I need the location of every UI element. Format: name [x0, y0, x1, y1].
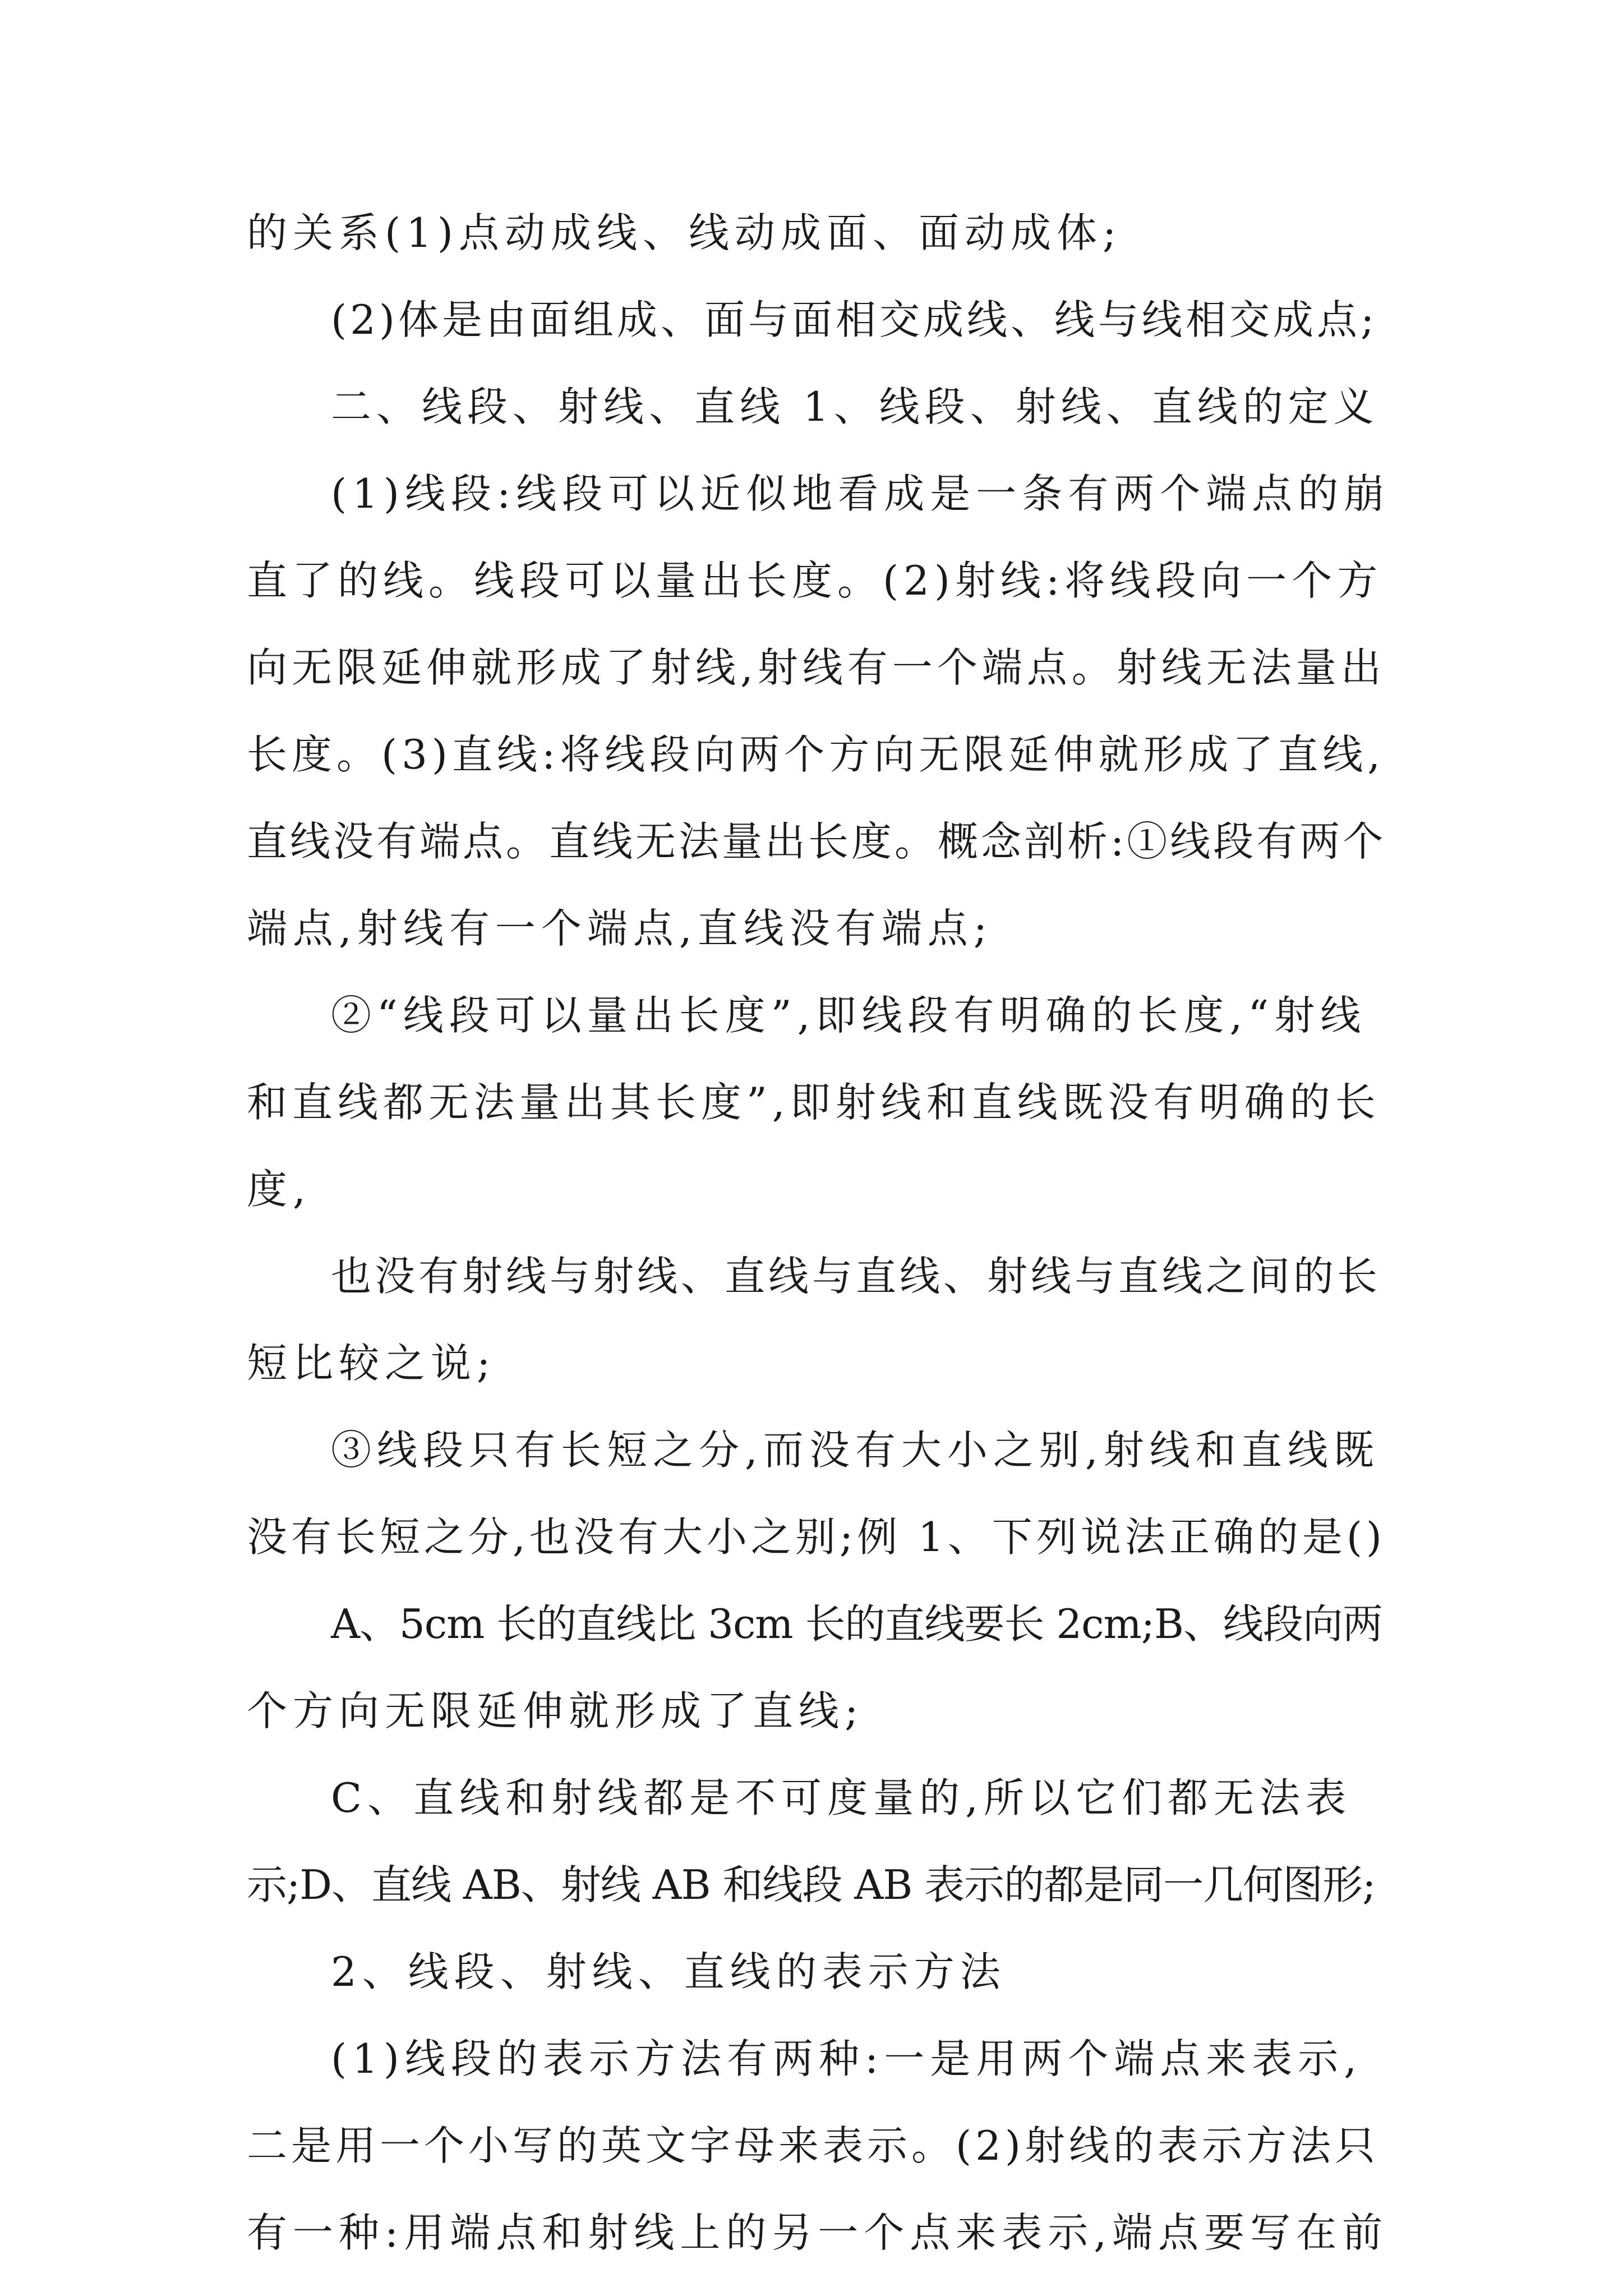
- text-line: 没有长短之分,也没有大小之别;例 1、下列说法正确的是(): [247, 1513, 1386, 1561]
- text-line: (1)线段的表示方法有两种:一是用两个端点来表示,: [331, 2035, 1363, 2082]
- text-line: 直线没有端点。直线无法量出长度。概念剖析:①线段有两个: [247, 818, 1386, 865]
- text-line: 和直线都无法量出其长度”,即射线和直线既没有明确的长: [247, 1079, 1381, 1126]
- text-line: 向无限延伸就形成了射线,射线有一个端点。射线无法量出: [247, 644, 1386, 691]
- text-line: 度,: [247, 1166, 311, 1213]
- text-line: ③线段只有长短之分,而没有大小之别,射线和直线既: [331, 1427, 1380, 1474]
- text-line: 短比较之说;: [247, 1340, 496, 1387]
- text-line: C、直线和射线都是不可度量的,所以它们都无法表: [331, 1774, 1352, 1821]
- text-line: 端点,射线有一个端点,直线没有端点;: [247, 905, 993, 952]
- text-line: 示;D、直线 AB、射线 AB 和线段 AB 表示的都是同一几何图形;: [247, 1861, 1376, 1908]
- text-line: 长度。(3)直线:将线段向两个方向无限延伸就形成了直线,: [247, 731, 1385, 778]
- text-line: (1)线段:线段可以近似地看成是一条有两个端点的崩: [331, 470, 1390, 517]
- text-line: 有一种:用端点和射线上的另一个点来表示,端点要写在前: [247, 2209, 1389, 2256]
- text-line: 的关系(1)点动成线、线动成面、面动成体;: [247, 209, 1122, 256]
- text-line: (2)体是由面组成、面与面相交成线、线与线相交成点;: [331, 296, 1378, 343]
- text-line: ②“线段可以量出长度”,即线段有明确的长度,“射线: [331, 992, 1367, 1039]
- text-line: 2、线段、射线、直线的表示方法: [331, 1948, 1006, 1995]
- text-line: A、5cm 长的直线比 3cm 长的直线要长 2cm;B、线段向两: [331, 1600, 1382, 1648]
- text-line: 二、线段、射线、直线 1、线段、射线、直线的定义: [331, 383, 1379, 430]
- text-line: 直了的线。线段可以量出长度。(2)射线:将线段向一个方: [247, 557, 1383, 604]
- text-line: 二是用一个小写的英文字母来表示。(2)射线的表示方法只: [247, 2122, 1379, 2169]
- text-line: 个方向无限延伸就形成了直线;: [247, 1687, 864, 1734]
- text-line: 也没有射线与射线、直线与直线、射线与直线之间的长: [331, 1253, 1381, 1300]
